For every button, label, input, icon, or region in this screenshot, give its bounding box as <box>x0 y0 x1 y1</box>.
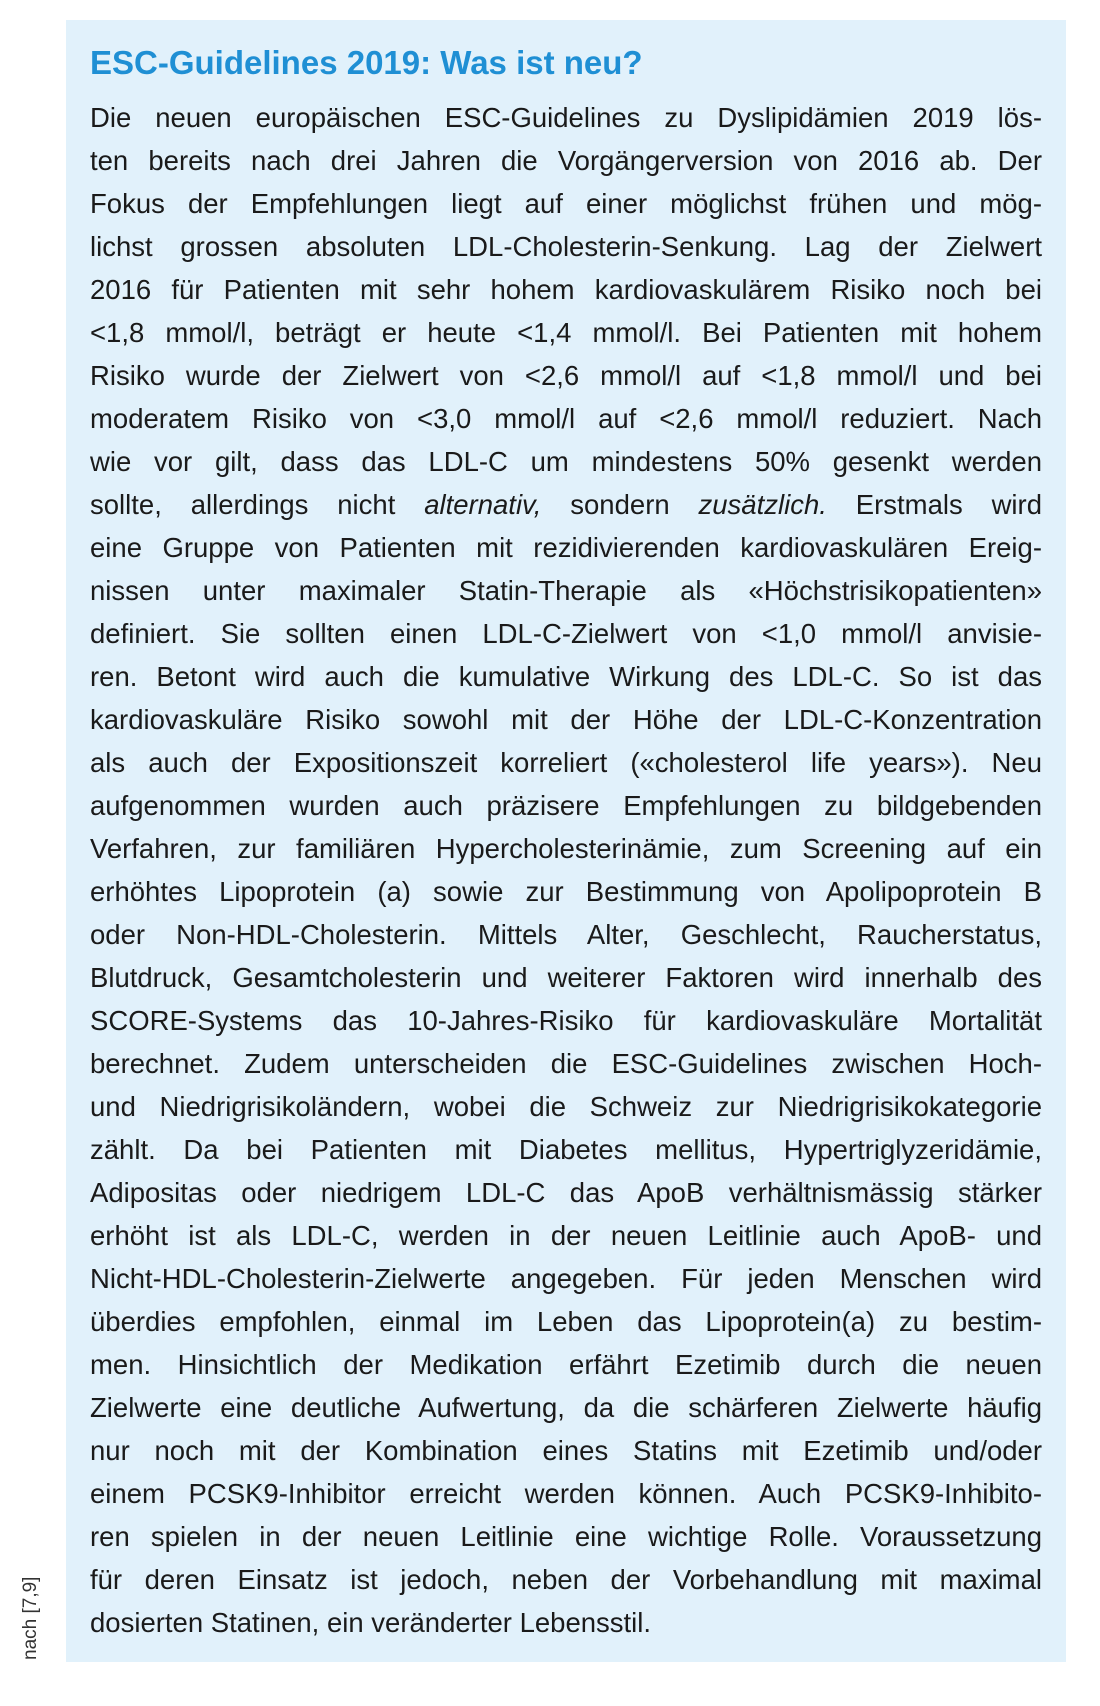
body-line: als auch der Expositionszeit korreliert («cholesterol life years»). Neu <box>90 747 1042 778</box>
body-line: ten bereits nach drei Jahren die Vorgängerversion von 2016 ab. Der <box>90 145 1042 176</box>
body-line-with-emphasis <box>90 483 1042 526</box>
body-line: für deren Einsatz ist jedoch, neben der Vorbehandlung mit maximal <box>90 1564 1042 1595</box>
body-line: Verfahren, zur familiären Hypercholesterinämie, zum Screening auf ein <box>90 833 1042 864</box>
body-line: Zielwerte eine deutliche Aufwertung, da die schärferen Zielwerte häufig <box>90 1392 1042 1423</box>
body-line: men. Hinsichtlich der Medikation erfährt Ezetimib durch die neuen <box>90 1349 1042 1380</box>
body-line: <1,8 mmol/l, beträgt er heute <1,4 mmol/l. Bei Patienten mit hohem <box>90 317 1042 348</box>
body-line: Die neuen europäischen ESC-Guidelines zu Dyslipidämien 2019 lös- <box>90 102 1042 133</box>
body-line: kardiovaskuläre Risiko sowohl mit der Höhe der LDL-C-Konzentration <box>90 704 1042 735</box>
body-line: ren spielen in der neuen Leitlinie eine wichtige Rolle. Voraussetzung <box>90 1521 1042 1552</box>
body-line: erhöht ist als LDL-C, werden in der neuen Leitlinie auch ApoB- und <box>90 1220 1042 1251</box>
line-segment: sondern <box>541 489 699 520</box>
emphasis-alternativ: alternativ, <box>424 489 542 520</box>
body-line: definiert. Sie sollten einen LDL-C-Zielwert von <1,0 mmol/l anvisie- <box>90 618 1042 649</box>
body-line: Fokus der Empfehlungen liegt auf einer möglichst frühen und mög- <box>90 188 1042 219</box>
body-line-last: dosierten Statinen, ein veränderter Lebensstil. <box>90 1607 652 1638</box>
body-line: überdies empfohlen, einmal im Leben das Lipoprotein(a) zu bestim- <box>90 1306 1042 1337</box>
body-line: wie vor gilt, dass das LDL-C um mindestens 50% gesenkt werden <box>90 446 1042 477</box>
body-line: ren. Betont wird auch die kumulative Wirkung des LDL-C. So ist das <box>90 661 1042 692</box>
body-line: aufgenommen wurden auch präzisere Empfehlungen zu bildgebenden <box>90 790 1042 821</box>
body-line: eine Gruppe von Patienten mit rezidivierenden kardiovaskulären Ereig- <box>90 532 1042 563</box>
body-line: nur noch mit der Kombination eines Statins mit Ezetimib und/oder <box>90 1435 1042 1466</box>
body-line: nissen unter maximaler Statin-Therapie als «Höchstrisikopatienten» <box>90 575 1042 606</box>
body-line: Nicht-HDL-Cholesterin-Zielwerte angegeben. Für jeden Menschen wird <box>90 1263 1042 1294</box>
body-line: moderatem Risiko von <3,0 mmol/l auf <2,6 mmol/l reduziert. Nach <box>90 403 1042 434</box>
box-title: ESC-Guidelines 2019: Was ist neu? <box>90 44 643 81</box>
body-line: oder Non-HDL-Cholesterin. Mittels Alter, Geschlecht, Raucherstatus, <box>90 919 1042 950</box>
body-line: einem PCSK9-Inhibitor erreicht werden können. Auch PCSK9-Inhibito- <box>90 1478 1042 1509</box>
box-body-text <box>90 96 1042 1644</box>
body-line: erhöhtes Lipoprotein (a) sowie zur Bestimmung von Apolipoprotein B <box>90 876 1042 907</box>
body-line: berechnet. Zudem unterscheiden die ESC-Guidelines zwischen Hoch- <box>90 1048 1042 1079</box>
source-note: nach [7,9] <box>20 1576 41 1660</box>
body-line: zählt. Da bei Patienten mit Diabetes mellitus, Hypertriglyzeridämie, <box>90 1134 1042 1165</box>
emphasis-zusaetzlich: zusätzlich. <box>698 489 827 520</box>
body-line: Risiko wurde der Zielwert von <2,6 mmol/l auf <1,8 mmol/l und bei <box>90 360 1042 391</box>
info-box <box>66 20 1066 1662</box>
body-line: SCORE-Systems das 10-Jahres-Risiko für kardiovaskuläre Mortalität <box>90 1005 1042 1036</box>
body-line: 2016 für Patienten mit sehr hohem kardiovaskulärem Risiko noch bei <box>90 274 1042 305</box>
body-line: Adipositas oder niedrigem LDL-C das ApoB verhältnismässig stärker <box>90 1177 1042 1208</box>
body-line: Blutdruck, Gesamtcholesterin und weiterer Faktoren wird innerhalb des <box>90 962 1042 993</box>
line-segment: sollte, allerdings nicht <box>90 489 425 520</box>
body-line: lichst grossen absoluten LDL-Cholesterin-Senkung. Lag der Zielwert <box>90 231 1042 262</box>
body-line: und Niedrigrisikoländern, wobei die Schweiz zur Niedrigrisikokategorie <box>90 1091 1042 1122</box>
line-segment: Erstmals wird <box>826 489 1042 520</box>
